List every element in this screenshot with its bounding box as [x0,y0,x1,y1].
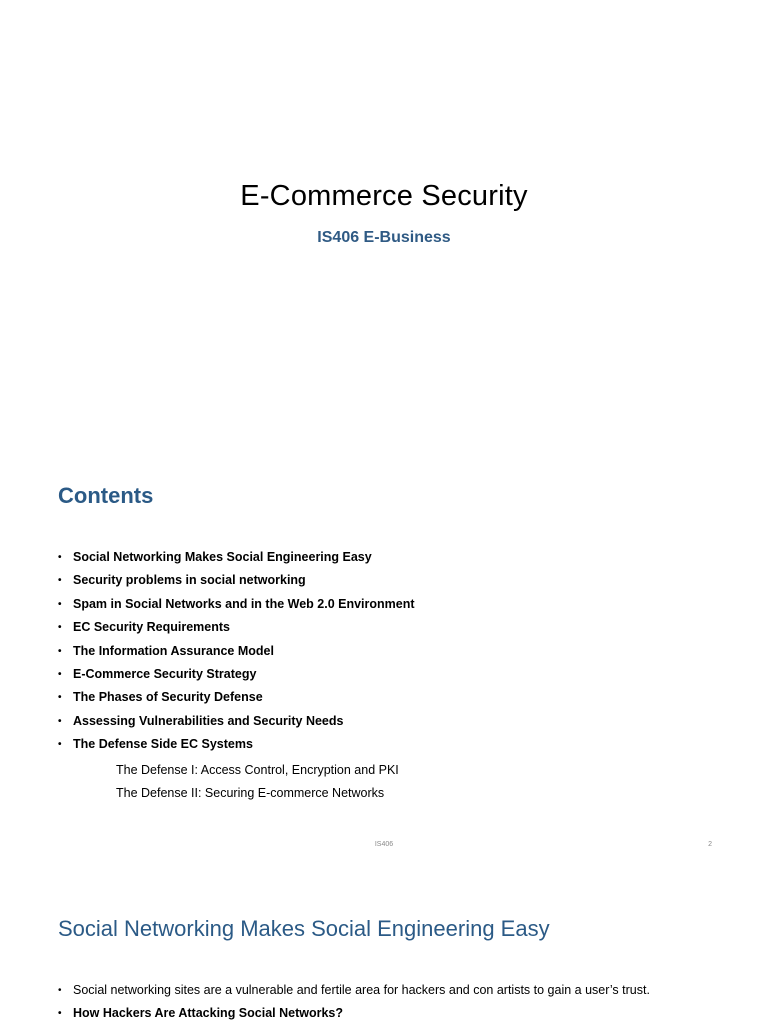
bullet-icon: • [58,668,62,680]
list-item [58,737,415,760]
contents-heading: Contents [58,483,154,508]
list-item-text: Security problems in social networking [73,573,306,588]
slide-footer: IS406 [374,841,394,848]
list-item-text: The Defense Side EC Systems [73,737,253,752]
contents-list [58,550,415,761]
list-item-text: E-Commerce Security Strategy [73,666,257,681]
page-number: 2 [708,841,712,848]
list-item [58,573,415,596]
list-item-text: The Phases of Security Defense [73,690,263,705]
social-networking-list [58,983,650,1030]
bullet-icon: • [58,715,62,727]
bullet-icon: • [58,575,62,587]
list-item [58,1006,650,1029]
slide-subtitle: IS406 E-Business [317,229,451,246]
list-item [58,667,415,690]
list-item [58,620,415,643]
bullet-icon: • [58,739,62,751]
list-item-text: EC Security Requirements [73,620,230,635]
social-networking-heading: Social Networking Makes Social Engineering Easy [58,916,550,941]
list-item-text: Social Networking Makes Social Engineering Easy [73,550,372,564]
sub-list-item: The Defense I: Access Control, Encryption and PKI [116,763,399,777]
bullet-icon: • [58,552,62,563]
bullet-icon: • [58,645,62,657]
list-item-text: Spam in Social Networks and in the Web 2.0 Environment [73,596,415,611]
list-item [58,983,650,1006]
list-item-text: Assessing Vulnerabilities and Security Needs [73,713,344,728]
bullet-icon: • [58,598,62,610]
list-item-text: How Hackers Are Attacking Social Networks? [73,1006,343,1021]
list-item [58,597,415,620]
list-item [58,690,415,713]
bullet-icon: • [58,692,62,704]
bullet-icon: • [58,622,62,634]
contents-sub-list [116,763,399,810]
sub-list-item: The Defense II: Securing E-commerce Networks [116,786,385,801]
bullet-icon: • [58,985,62,996]
list-item-text: Social networking sites are a vulnerable and fertile area for hackers and con artists to gain a user’s trust. [73,983,650,997]
list-item-text: The Information Assurance Model [73,643,274,658]
slide-title: E-Commerce Security [240,180,528,212]
list-item [58,644,415,667]
list-item [58,714,415,737]
list-item [58,550,415,573]
bullet-icon: • [58,1008,62,1020]
